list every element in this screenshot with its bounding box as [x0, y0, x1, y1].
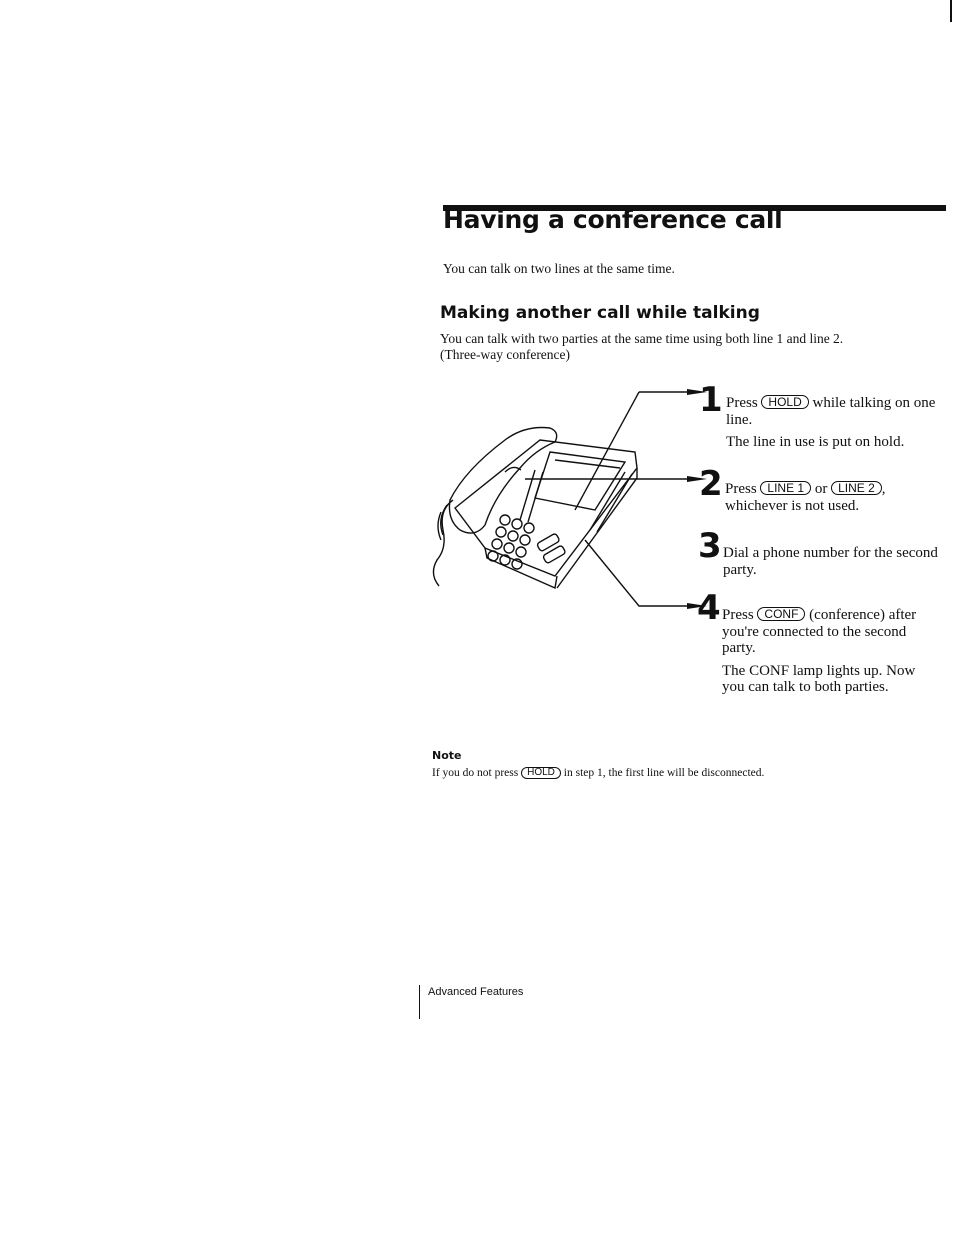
step-2-number: 2 — [699, 464, 723, 504]
page-title: Having a conference call — [443, 205, 783, 234]
intro-text: You can talk on two lines at the same time. — [443, 261, 675, 276]
hold-key: HOLD — [761, 395, 808, 409]
step-2-after: , whichever is not used. — [725, 481, 886, 514]
step-1-press: Press — [726, 395, 758, 411]
line-1-key: LINE 1 — [760, 481, 811, 495]
step-1-after: while talking on one line. — [726, 395, 936, 428]
step-3-number: 3 — [698, 526, 722, 566]
conf-key: CONF — [757, 607, 805, 621]
page-edge-mark — [950, 0, 952, 22]
step-4-text — [722, 607, 937, 696]
step-1-text — [726, 395, 941, 451]
step-1-number: 1 — [699, 380, 723, 420]
step-2-or: or — [814, 481, 828, 497]
step-4-number: 4 — [697, 588, 721, 628]
footer-section-label: Advanced Features — [428, 986, 524, 998]
step-2-text — [725, 481, 940, 514]
note-text — [432, 767, 764, 779]
telephone-illustration — [425, 380, 725, 630]
step-4-after: (conference) after you're connected to the second party. — [722, 607, 917, 656]
step-4-detail: The CONF lamp lights up. Now you can talk to both parties. — [722, 662, 916, 695]
step-2-press: Press — [725, 481, 757, 497]
section-paragraph: You can talk with two parties at the same time using both line 1 and line 2. (Three-way conference) — [440, 331, 844, 362]
note-hold-key: HOLD — [521, 767, 561, 779]
note-after: in step 1, the first line will be disconnected. — [563, 767, 765, 779]
step-1-detail: The line in use is put on hold. — [726, 434, 905, 450]
step-3-text: Dial a phone number for the second party. — [723, 545, 938, 578]
footer-divider — [419, 985, 420, 1019]
line-2-key: LINE 2 — [831, 481, 882, 495]
step-4-press: Press — [722, 607, 754, 623]
note-heading: Note — [432, 749, 462, 762]
note-before: If you do not press — [432, 767, 519, 779]
section-heading: Making another call while talking — [440, 303, 760, 323]
